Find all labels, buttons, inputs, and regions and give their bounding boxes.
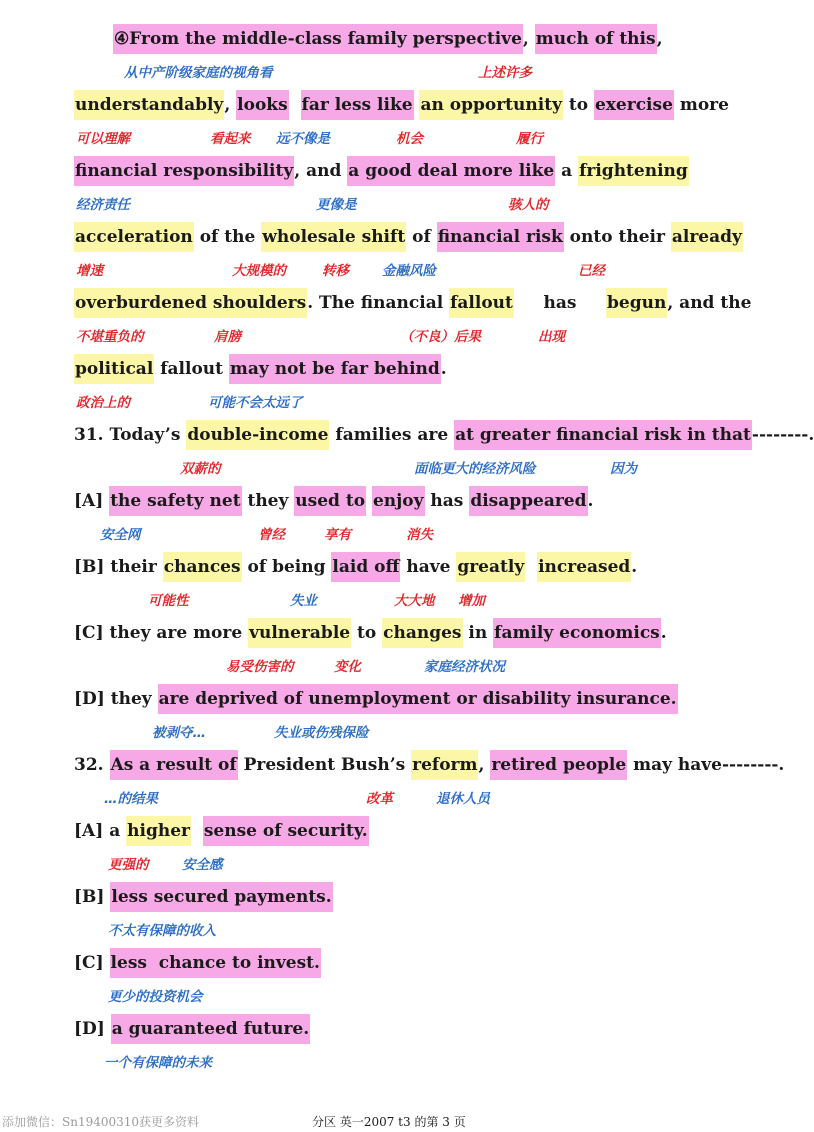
highlight-yellow: already [671, 222, 743, 252]
text-segment: . [631, 557, 638, 577]
highlight-yellow: changes [382, 618, 462, 648]
text-segment: 31. Today’s [74, 425, 187, 445]
highlight-yellow: higher [126, 816, 191, 846]
text-segment: of being [241, 557, 332, 577]
text-segment: . [440, 359, 447, 379]
text-segment: onto their [563, 227, 671, 247]
highlight-pink: As a result of [110, 750, 238, 780]
highlight-pink: less chance to invest. [110, 948, 321, 978]
highlight-pink: retired people [490, 750, 627, 780]
gloss-red: 转移 [322, 263, 349, 279]
gloss-blue: 远不像是 [276, 131, 330, 147]
page-footer: 分区 英一2007 t3 的第 3 页 [312, 1115, 466, 1129]
text-segment: to [351, 623, 383, 643]
gloss-red: （不良）后果 [400, 329, 481, 345]
text-segment [191, 821, 203, 841]
highlight-pink: used to [294, 486, 366, 516]
gloss-red: 消失 [406, 527, 433, 543]
gloss-blue: 被剥夺… [152, 725, 206, 741]
text-segment: [B] [74, 887, 111, 907]
text-segment: --------. [751, 425, 814, 445]
gloss-red: 增速 [76, 263, 103, 279]
gloss-blue: 经济责任 [76, 197, 130, 213]
text-line [74, 816, 369, 846]
text-segment: , and the [667, 293, 752, 313]
gloss-red: 双薪的 [180, 461, 221, 477]
text-segment: to [562, 95, 594, 115]
gloss-blue: 可能不会太远了 [208, 395, 303, 411]
text-line [74, 486, 593, 516]
gloss-red: 可能性 [148, 593, 189, 609]
highlight-yellow: overburdened shoulders [74, 288, 307, 318]
text-segment: [B] their [74, 557, 163, 577]
highlight-pink: looks [236, 90, 289, 120]
highlight-pink: ④From the middle-class family perspective [113, 24, 523, 54]
text-segment: . [660, 623, 667, 643]
highlight-pink: sense of security. [203, 816, 369, 846]
text-line [74, 1014, 310, 1044]
highlight-yellow: reform [411, 750, 478, 780]
highlight-pink: the safety net [109, 486, 241, 516]
text-segment: , [656, 29, 663, 49]
highlight-pink: exercise [594, 90, 674, 120]
highlight-yellow: vulnerable [248, 618, 351, 648]
highlight-pink: less secured payments. [110, 882, 332, 912]
gloss-blue: 失业或伤残保险 [274, 725, 369, 741]
text-segment: [C] [74, 953, 110, 973]
gloss-red: 改革 [366, 791, 393, 807]
gloss-red: 增加 [458, 593, 485, 609]
text-line [74, 948, 321, 978]
highlight-yellow: increased [537, 552, 631, 582]
text-line [74, 552, 637, 582]
text-segment [289, 95, 301, 115]
highlight-yellow: fallout [449, 288, 514, 318]
text-segment: of the [193, 227, 262, 247]
gloss-red: 可以理解 [76, 131, 130, 147]
highlight-pink: financial responsibility [74, 156, 294, 186]
gloss-red: 变化 [334, 659, 361, 675]
text-line [74, 222, 743, 252]
text-segment: . The financial [307, 293, 450, 313]
text-segment [525, 557, 537, 577]
gloss-red: 不堪重负的 [76, 329, 144, 345]
gloss-blue: 金融风险 [382, 263, 436, 279]
highlight-yellow: begun [606, 288, 667, 318]
highlight-pink: are deprived of unemployment or disability insurance. [158, 684, 678, 714]
highlight-yellow: frightening [578, 156, 689, 186]
gloss-blue: 安全感 [182, 857, 223, 873]
highlight-yellow: an opportunity [419, 90, 562, 120]
text-segment: they [241, 491, 295, 511]
highlight-yellow: double-income [186, 420, 329, 450]
text-segment: , and [294, 161, 348, 181]
text-segment: , [522, 29, 535, 49]
highlight-pink: far less like [301, 90, 414, 120]
highlight-yellow: greatly [456, 552, 525, 582]
text-segment: may have--------. [627, 755, 785, 775]
gloss-red: 已经 [578, 263, 605, 279]
text-segment: a [555, 161, 579, 181]
text-segment: [D] [74, 1019, 111, 1039]
gloss-red: 上述许多 [478, 65, 532, 81]
highlight-pink: financial risk [437, 222, 564, 252]
text-line [74, 684, 678, 714]
gloss-red: 大规模的 [232, 263, 286, 279]
text-line [74, 288, 751, 318]
highlight-yellow: wholesale shift [261, 222, 406, 252]
text-segment: has [424, 491, 470, 511]
highlight-pink: may not be far behind [229, 354, 441, 384]
text-segment: more [673, 95, 729, 115]
text-segment: , [224, 95, 237, 115]
text-segment: . [587, 491, 594, 511]
text-line [74, 882, 333, 912]
gloss-red: 政治上的 [76, 395, 130, 411]
gloss-blue: 一个有保障的未来 [104, 1055, 212, 1071]
text-segment: 32. [74, 755, 110, 775]
gloss-blue: 不太有保障的收入 [108, 923, 216, 939]
text-segment: [A] a [74, 821, 127, 841]
text-segment: of [406, 227, 437, 247]
gloss-red: 履行 [516, 131, 543, 147]
gloss-blue: 更少的投资机会 [108, 989, 203, 1005]
gloss-blue: 家庭经济状况 [424, 659, 505, 675]
gloss-red: 出现 [538, 329, 565, 345]
highlight-yellow: chances [163, 552, 242, 582]
gloss-blue: 退休人员 [436, 791, 490, 807]
highlight-pink: a guaranteed future. [111, 1014, 310, 1044]
gloss-red: 曾经 [258, 527, 285, 543]
highlight-yellow: political [74, 354, 154, 384]
text-segment: families are [329, 425, 455, 445]
highlight-yellow: understandably [74, 90, 224, 120]
text-segment: have [400, 557, 457, 577]
text-segment: has [513, 293, 607, 313]
highlight-pink: at greater financial risk in that [454, 420, 752, 450]
gloss-blue: 面临更大的经济风险 [414, 461, 536, 477]
text-segment: [C] they are more [74, 623, 249, 643]
highlight-pink: family economics [493, 618, 661, 648]
gloss-red: 易受伤害的 [226, 659, 294, 675]
text-segment: [D] they [74, 689, 158, 709]
gloss-blue: 失业 [290, 593, 317, 609]
text-segment: , [478, 755, 491, 775]
watermark-text: 添加微信：Sn19400310获更多资料 [2, 1115, 200, 1129]
highlight-yellow: acceleration [74, 222, 194, 252]
gloss-red: 享有 [324, 527, 351, 543]
text-line [74, 354, 447, 384]
text-line [74, 750, 784, 780]
text-segment: President Bush’s [237, 755, 412, 775]
text-line [74, 156, 689, 186]
gloss-red: 肩膀 [214, 329, 241, 345]
gloss-red: 大大地 [394, 593, 435, 609]
text-segment: fallout [154, 359, 229, 379]
highlight-pink: disappeared [469, 486, 587, 516]
highlight-pink: much of this [535, 24, 657, 54]
text-line [113, 24, 662, 54]
text-line [74, 90, 729, 120]
gloss-blue: …的结果 [104, 791, 158, 807]
gloss-red: 骇人的 [508, 197, 549, 213]
text-segment: [A] [74, 491, 110, 511]
text-line [74, 618, 667, 648]
gloss-red: 更强的 [108, 857, 149, 873]
text-line [74, 420, 814, 450]
gloss-blue: 从中产阶级家庭的视角看 [124, 65, 273, 81]
gloss-red: 看起来 [210, 131, 251, 147]
gloss-blue: 因为 [610, 461, 637, 477]
gloss-blue: 安全网 [100, 527, 141, 543]
gloss-blue: 更像是 [316, 197, 357, 213]
highlight-pink: laid off [331, 552, 400, 582]
text-segment: in [462, 623, 494, 643]
highlight-pink: enjoy [372, 486, 425, 516]
gloss-red: 机会 [396, 131, 423, 147]
highlight-pink: a good deal more like [347, 156, 555, 186]
